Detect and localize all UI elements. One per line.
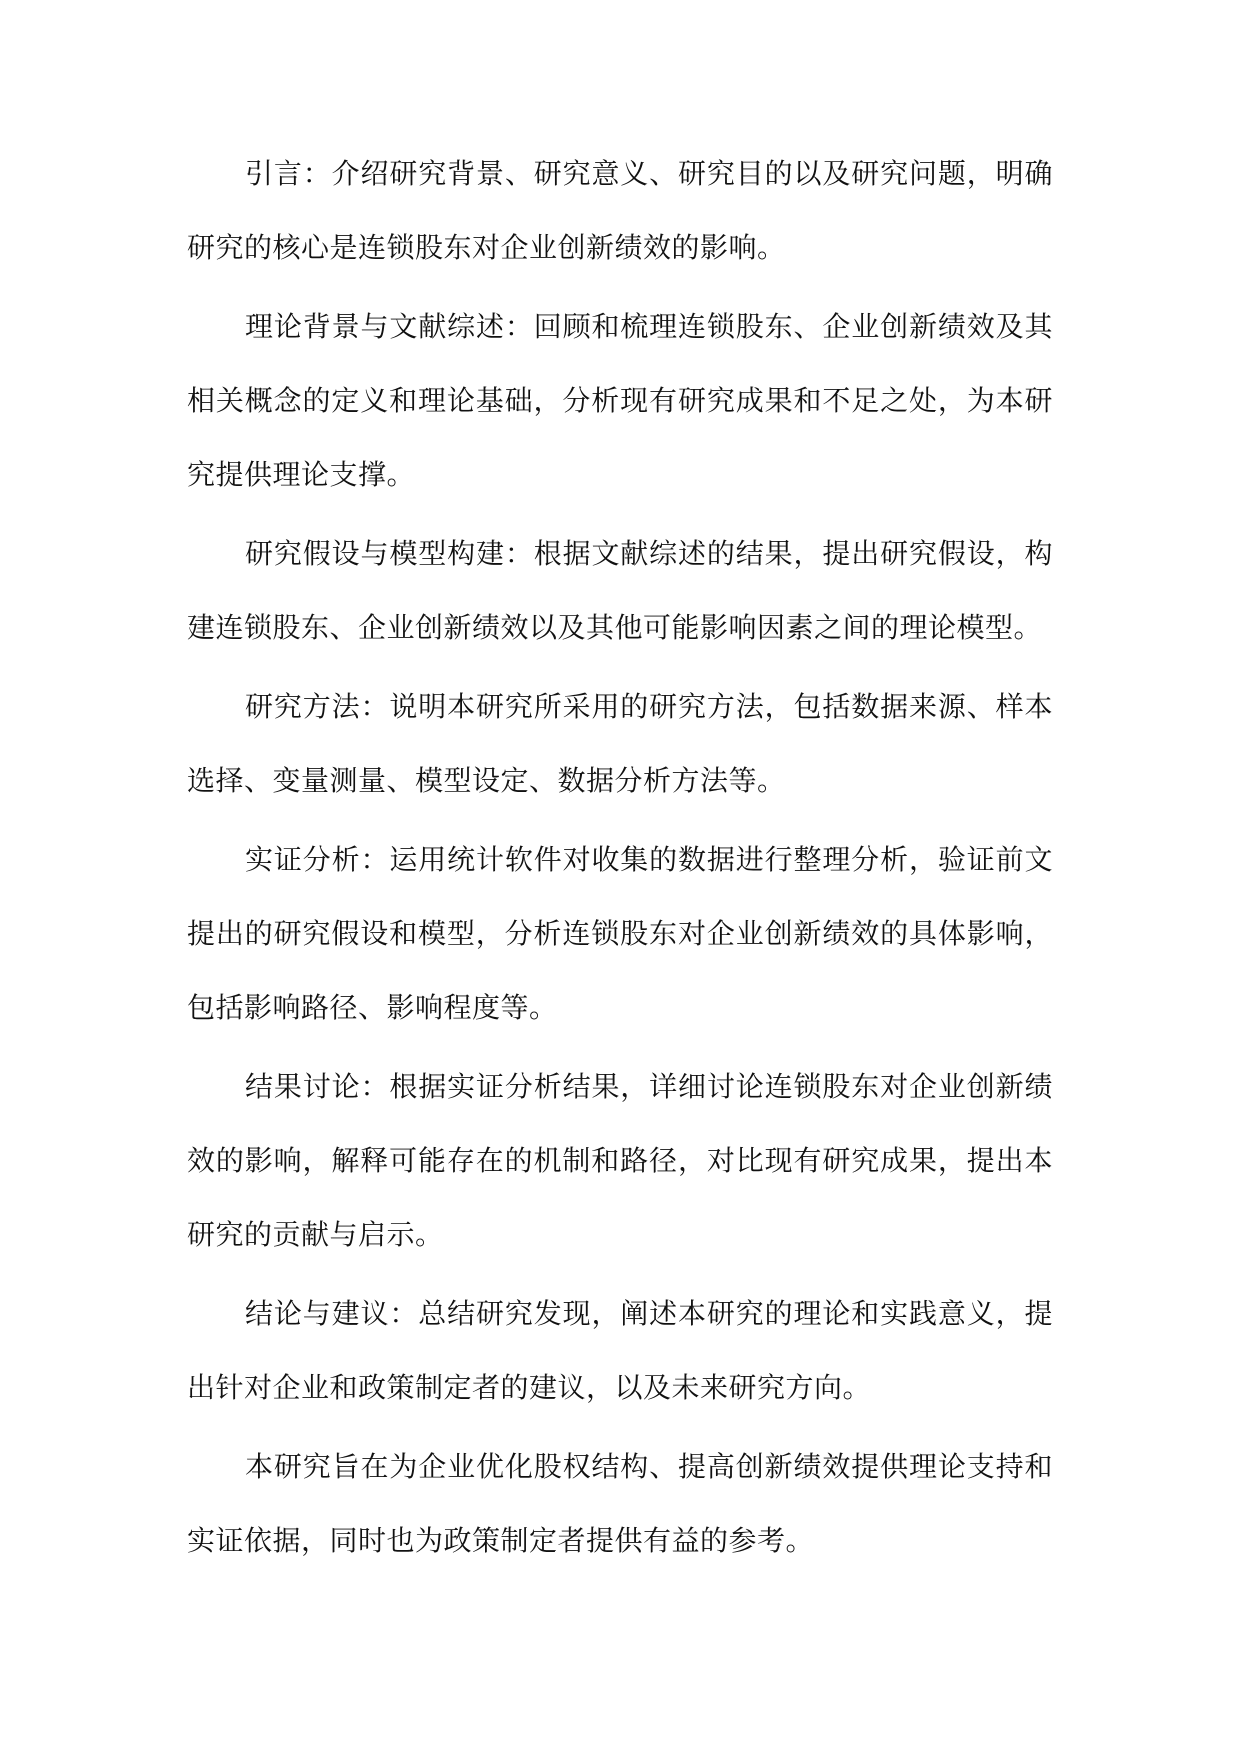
paragraph-research-aim: 本研究旨在为企业优化股权结构、提高创新绩效提供理论支持和实证依据，同时也为政策制定者提供有益的参考。 — [187, 1450, 1053, 1557]
paragraph-literature-review: 理论背景与文献综述：回顾和梳理连锁股东、企业创新绩效及其相关概念的定义和理论基础，分析现有研究成果和不足之处，为本研究提供理论支撑。 — [187, 310, 1053, 491]
paragraph-results-discussion: 结果讨论：根据实证分析结果，详细讨论连锁股东对企业创新绩效的影响，解释可能存在的机制和路径，对比现有研究成果，提出本研究的贡献与启示。 — [187, 1070, 1053, 1251]
paragraph-conclusions: 结论与建议：总结研究发现，阐述本研究的理论和实践意义，提出针对企业和政策制定者的建议，以及未来研究方向。 — [187, 1297, 1053, 1404]
paragraph-hypotheses-model: 研究假设与模型构建：根据文献综述的结果，提出研究假设，构建连锁股东、企业创新绩效以及其他可能影响因素之间的理论模型。 — [187, 537, 1053, 644]
document-body — [187, 137, 1053, 1583]
paragraph-research-methods: 研究方法：说明本研究所采用的研究方法，包括数据来源、样本选择、变量测量、模型设定、数据分析方法等。 — [187, 690, 1053, 797]
paragraph-introduction: 引言：介绍研究背景、研究意义、研究目的以及研究问题，明确研究的核心是连锁股东对企业创新绩效的影响。 — [187, 157, 1053, 264]
paragraph-empirical-analysis: 实证分析：运用统计软件对收集的数据进行整理分析，验证前文提出的研究假设和模型，分析连锁股东对企业创新绩效的具体影响，包括影响路径、影响程度等。 — [187, 843, 1053, 1024]
